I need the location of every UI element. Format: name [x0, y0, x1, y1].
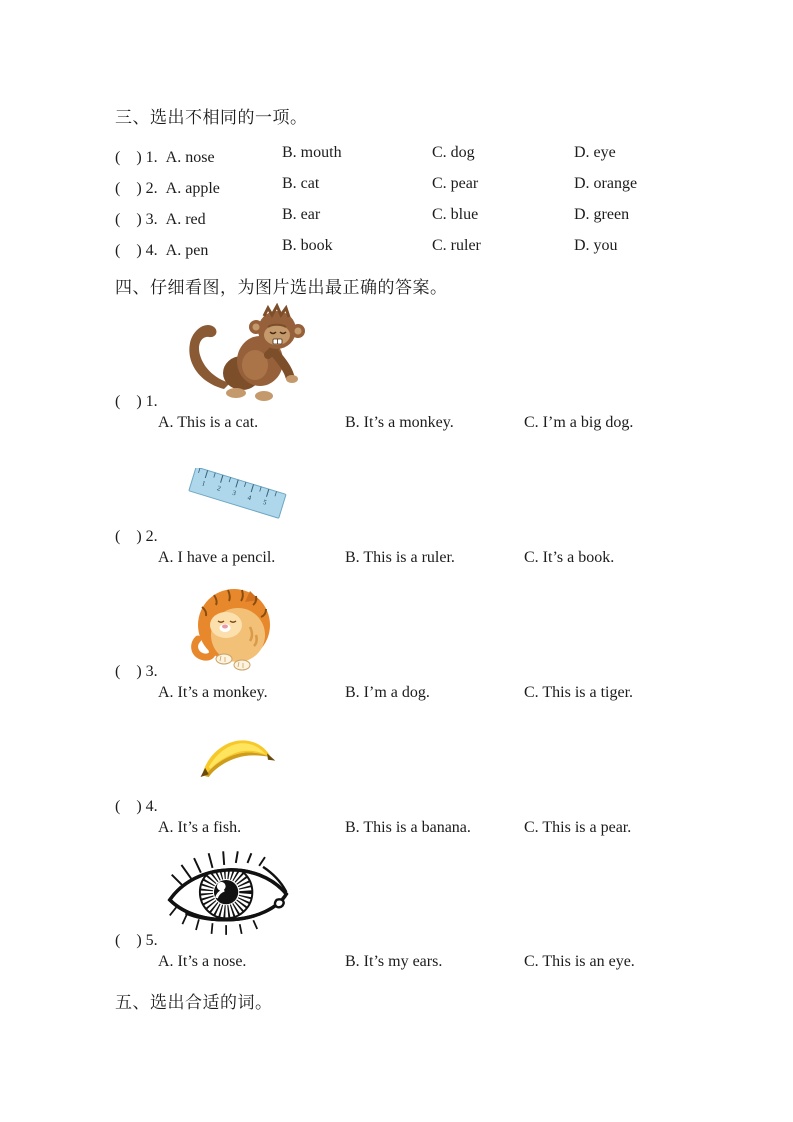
question-3-options [158, 684, 793, 706]
option-d: D. green [574, 206, 630, 223]
option-a: A. It’s a monkey. [158, 684, 268, 701]
option-cell-a [115, 144, 215, 167]
option-b: B. This is a ruler. [345, 549, 455, 566]
answer-blank: ( ) 4. [115, 242, 158, 259]
answer-blank: ( ) 3. [115, 211, 158, 228]
answer-blank: ( ) 2. [115, 180, 158, 197]
option-c: C. dog [432, 144, 475, 161]
option-c: C. It’s a book. [524, 549, 615, 566]
option-a: A. apple [165, 180, 220, 197]
option-a: A. I have a pencil. [158, 549, 276, 566]
answer-blank: ( ) 5. [115, 932, 158, 949]
answer-blank: ( ) 3. [115, 663, 158, 680]
banana-image [196, 733, 278, 781]
option-a: A. nose [165, 149, 215, 166]
ruler-number: 1 [200, 479, 207, 489]
option-c: C. pear [432, 175, 479, 192]
answer-blank: ( ) 1. [115, 149, 158, 166]
option-a: A. red [165, 211, 206, 228]
option-c: C. This is an eye. [524, 953, 635, 970]
eye-image [162, 848, 298, 944]
answer-blank: ( ) 2. [115, 528, 158, 545]
vocab-row-2 [115, 175, 775, 197]
question-4-options [158, 819, 793, 841]
section-4-heading: 四、仔细看图，为图片选出最正确的答案。 [115, 278, 448, 297]
option-d: D. orange [574, 175, 638, 192]
ruler-number: 5 [261, 498, 268, 507]
option-cell-a [115, 237, 208, 260]
answer-blank: ( ) 4. [115, 798, 158, 815]
option-b: B. This is a banana. [345, 819, 471, 836]
option-a: A. It’s a fish. [158, 819, 242, 836]
vocab-row-4 [115, 237, 775, 259]
monkey-image [180, 303, 330, 403]
question-5-options [158, 953, 793, 975]
answer-blank: ( ) 1. [115, 393, 158, 410]
option-c: C. This is a pear. [524, 819, 632, 836]
option-cell-a [115, 206, 206, 229]
option-a: A. This is a cat. [158, 414, 259, 431]
option-b: B. mouth [282, 144, 342, 161]
tiger-image [184, 583, 290, 677]
option-c: C. I’m a big dog. [524, 414, 634, 431]
option-d: D. eye [574, 144, 616, 161]
option-b: B. I’m a dog. [345, 684, 430, 701]
option-c: C. blue [432, 206, 479, 223]
option-b: B. book [282, 237, 333, 254]
vocab-row-3 [115, 206, 775, 228]
option-c: C. This is a tiger. [524, 684, 634, 701]
ruler-number: 3 [231, 488, 237, 498]
question-2-options [158, 549, 793, 571]
ruler-number: 4 [246, 493, 253, 503]
option-a: A. pen [165, 242, 209, 259]
option-d: D. you [574, 237, 618, 254]
section-5-heading: 五、选出合适的词。 [115, 993, 273, 1012]
question-1-options [158, 414, 793, 436]
vocab-row-1 [115, 144, 775, 166]
option-b: B. ear [282, 206, 321, 223]
option-b: B. cat [282, 175, 320, 192]
ruler-image [185, 468, 290, 524]
option-b: B. It’s my ears. [345, 953, 443, 970]
ruler-number: 2 [215, 484, 222, 493]
option-b: B. It’s a monkey. [345, 414, 454, 431]
option-cell-a [115, 175, 220, 198]
option-c: C. ruler [432, 237, 481, 254]
option-a: A. It’s a nose. [158, 953, 247, 970]
section-3-heading: 三、选出不相同的一项。 [115, 108, 308, 127]
